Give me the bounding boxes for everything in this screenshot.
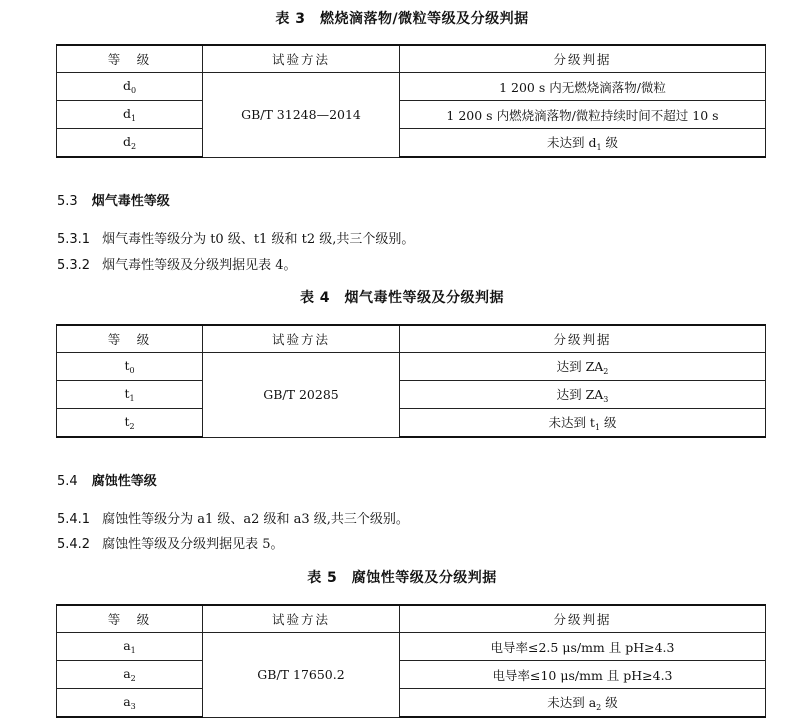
grade-cell: $a_2$ [57, 661, 203, 689]
table-header-row [57, 325, 766, 353]
table-row [57, 353, 766, 381]
method-cell: GB/T 17650.2 [203, 633, 400, 718]
header-method: 试验方法 [203, 325, 400, 353]
header-method: 试验方法 [203, 45, 400, 73]
grade-cell: $t_0$ [57, 353, 203, 381]
table-header-row [57, 605, 766, 633]
table-5-caption: 表 5 腐蚀性等级及分级判据 [307, 570, 497, 586]
criterion-cell: 未达到 $a_2$ 级 [400, 689, 766, 718]
grade-cell: $d_2$ [57, 129, 203, 158]
method-cell: GB/T 20285 [203, 353, 400, 438]
table-row [57, 129, 766, 158]
table-header-row [57, 45, 766, 73]
criterion-cell: 未达到 $d_1$ 级 [400, 129, 766, 158]
header-method: 试验方法 [203, 605, 400, 633]
grade-cell: $d_0$ [57, 73, 203, 101]
header-grade: 等 级 [57, 605, 203, 633]
header-criterion: 分级判据 [400, 45, 766, 73]
table-3-caption: 表 3 燃烧滴落物/微粒等级及分级判据 [275, 11, 529, 27]
header-grade: 等 级 [57, 325, 203, 353]
method-cell: GB/T 31248—2014 [203, 73, 400, 158]
grade-cell: $a_3$ [57, 689, 203, 718]
table-row [57, 689, 766, 718]
table-3 [56, 44, 766, 158]
section-heading-5-4: 5.4 腐蚀性等级 [57, 474, 157, 489]
table-row [57, 381, 766, 409]
paragraph-5-4-1: 5.4.1 腐蚀性等级分为 a1 级、a2 级和 a3 级,共三个级别。 [57, 512, 409, 527]
paragraph-5-3-2: 5.3.2 烟气毒性等级及分级判据见表 4。 [57, 258, 297, 273]
paragraph-5-4-2: 5.4.2 腐蚀性等级及分级判据见表 5。 [57, 537, 284, 552]
criterion-cell: 达到 $ZA_2$ [400, 353, 766, 381]
table-4 [56, 324, 766, 438]
table-4-caption: 表 4 烟气毒性等级及分级判据 [299, 290, 505, 306]
criterion-cell: 电导率≤2.5 μs/mm 且 pH≥4.3 [400, 633, 766, 661]
table-5 [56, 604, 766, 718]
header-grade: 等 级 [57, 45, 203, 73]
criterion-cell: 1 200 s 内燃烧滴落物/微粒持续时间不超过 10 s [400, 101, 766, 129]
grade-cell: $d_1$ [57, 101, 203, 129]
paragraph-5-3-1: 5.3.1 烟气毒性等级分为 t0 级、t1 级和 t2 级,共三个级别。 [57, 232, 415, 247]
grade-cell: $t_1$ [57, 381, 203, 409]
section-heading-5-3: 5.3 烟气毒性等级 [57, 194, 170, 209]
criterion-cell: 达到 $ZA_3$ [400, 381, 766, 409]
header-criterion: 分级判据 [400, 325, 766, 353]
table-row [57, 633, 766, 661]
table-row [57, 101, 766, 129]
criterion-cell: 电导率≤10 μs/mm 且 pH≥4.3 [400, 661, 766, 689]
table-row [57, 409, 766, 438]
grade-cell: $a_1$ [57, 633, 203, 661]
criterion-cell: 未达到 $t_1$ 级 [400, 409, 766, 438]
table-row [57, 661, 766, 689]
criterion-cell: 1 200 s 内无燃烧滴落物/微粒 [400, 73, 766, 101]
header-criterion: 分级判据 [400, 605, 766, 633]
table-row [57, 73, 766, 101]
grade-cell: $t_2$ [57, 409, 203, 438]
